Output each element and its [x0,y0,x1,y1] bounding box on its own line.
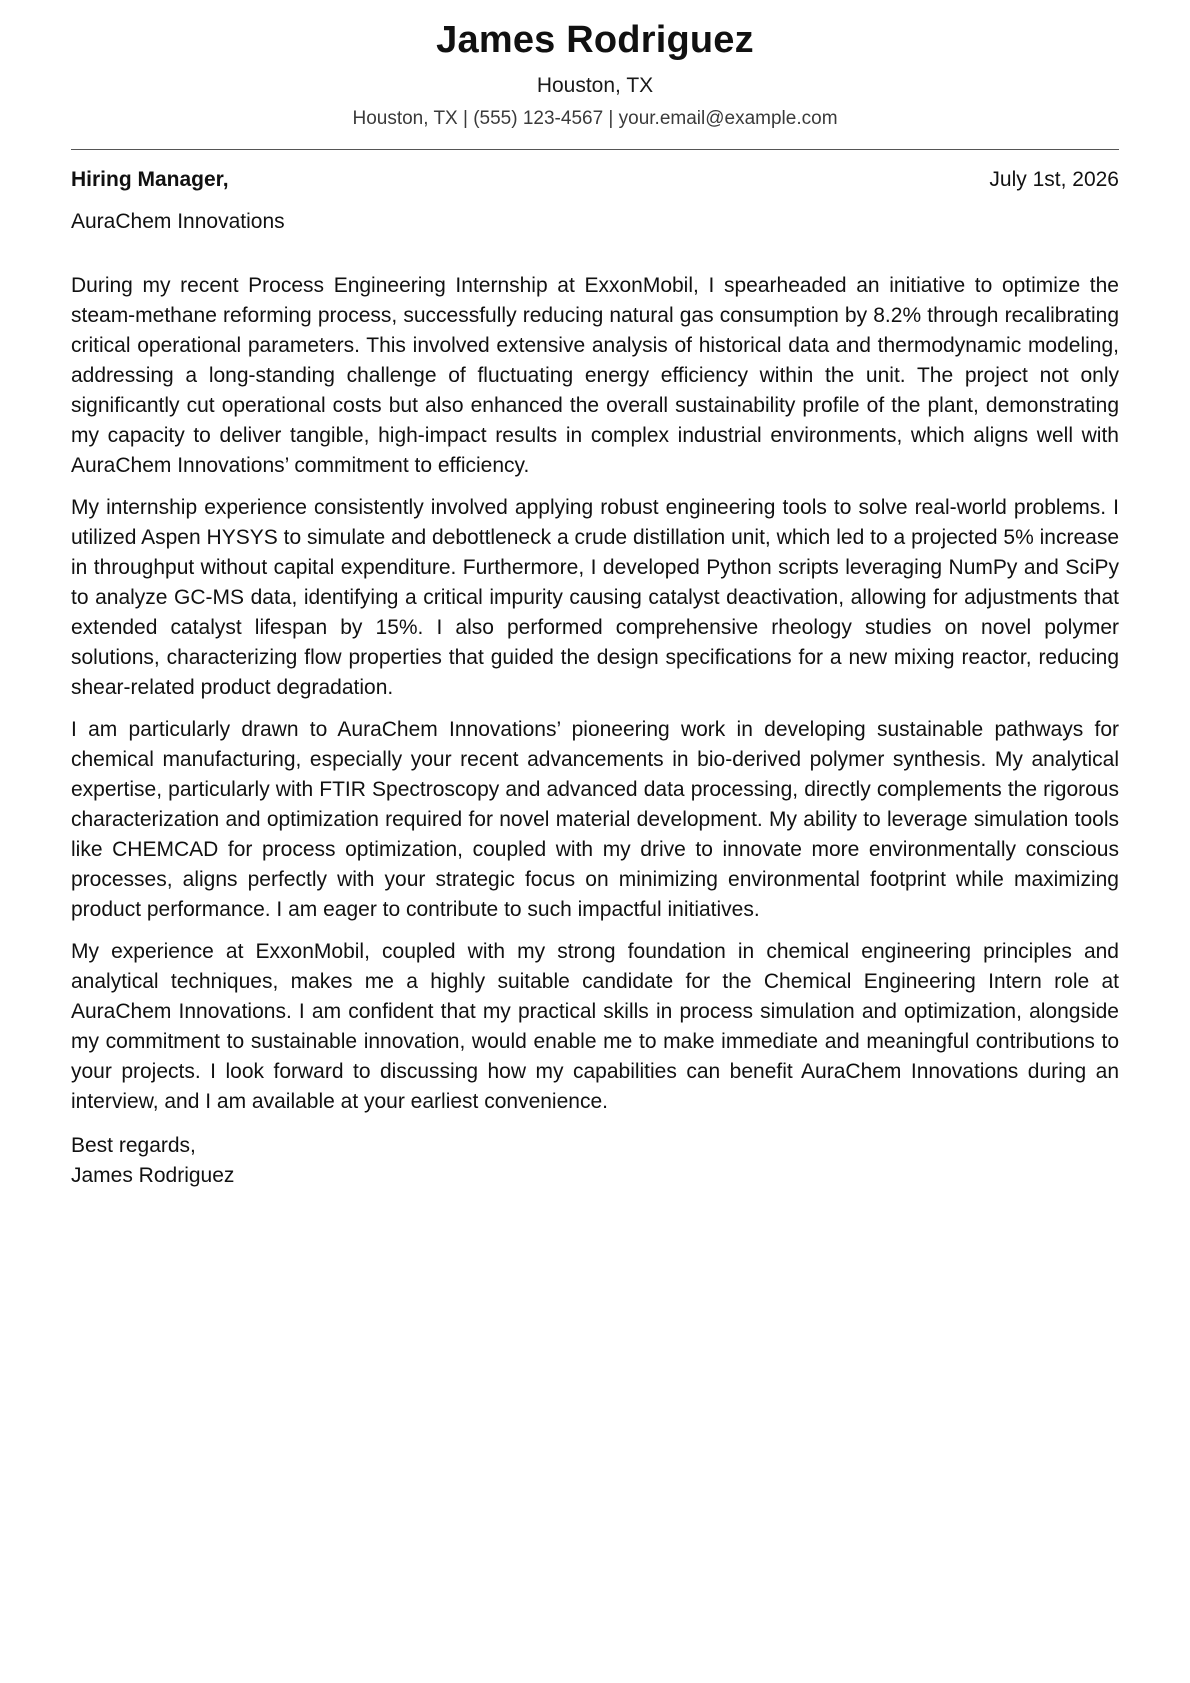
body-paragraph: My experience at ExxonMobil, coupled with my strong foundation in chemical engineering principles and analytical techniques, makes me a highly suitable candidate for the Chemical Engineering Intern role at AuraChem Innovations. I am confident that my practical skills in process simulation and optimization, alongside my commitment to sustainable innovation, would enable me to make immediate and meaningful contributions to your projects. I look forward to discussing how my capabilities can benefit AuraChem Innovations during an interview, and I am available at your earliest convenience. [71,940,1119,1113]
company-name: AuraChem Innovations [71,210,285,233]
letter-date: July 1st, 2026 [989,168,1119,191]
letter-body [71,271,1119,1117]
letter-header [71,0,1119,132]
applicant-contact-line: Houston, TX | (555) 123-4567 | your.email@example.com [352,108,838,129]
body-paragraph: I am particularly drawn to AuraChem Innovations’ pioneering work in developing sustainable pathways for chemical manufacturing, especially your recent advancements in bio-derived polymer synthesis. My analytical expertise, particularly with FTIR Spectroscopy and advanced data processing, directly complements the rigorous characterization and optimization required for novel material development. My ability to leverage simulation tools like CHEMCAD for process optimization, coupled with my drive to innovate more environmentally conscious processes, aligns perfectly with your strategic focus on minimizing environmental footprint while maximizing product performance. I am eager to contribute to such impactful initiatives. [71,718,1119,921]
header-divider [71,149,1119,150]
applicant-location: Houston, TX [536,74,654,97]
body-paragraph: During my recent Process Engineering Internship at ExxonMobil, I spearheaded an initiative to optimize the steam-methane reforming process, successfully reducing natural gas consumption by 8.2% through recalibrating critical operational parameters. This involved extensive analysis of historical data and thermodynamic modeling, addressing a long-standing challenge of fluctuating energy efficiency within the unit. The project not only significantly cut operational costs but also enhanced the overall sustainability profile of the plant, demonstrating my capacity to deliver tangible, high-impact results in complex industrial environments, which aligns well with AuraChem Innovations’ commitment to efficiency. [71,274,1119,477]
closing-signature: James Rodriguez [71,1164,235,1187]
recipient-date-row [71,166,1119,194]
applicant-name: James Rodriguez [436,19,754,61]
body-paragraph: My internship experience consistently involved applying robust engineering tools to solve real-world problems. I utilized Aspen HYSYS to simulate and debottleneck a crude distillation unit, which led to a projected 5% increase in throughput without capital expenditure. Furthermore, I developed Python scripts leveraging NumPy and SciPy to analyze GC-MS data, identifying a critical impurity causing catalyst deactivation, allowing for adjustments that extended catalyst lifespan by 15%. I also performed comprehensive rheology studies on novel polymer solutions, characterizing flow properties that guided the design specifications for a new mixing reactor, reducing shear-related product degradation. [71,496,1119,699]
recipient-greeting: Hiring Manager, [71,168,229,191]
letter-closing [71,1131,1119,1191]
closing-salutation: Best regards, [71,1134,196,1157]
